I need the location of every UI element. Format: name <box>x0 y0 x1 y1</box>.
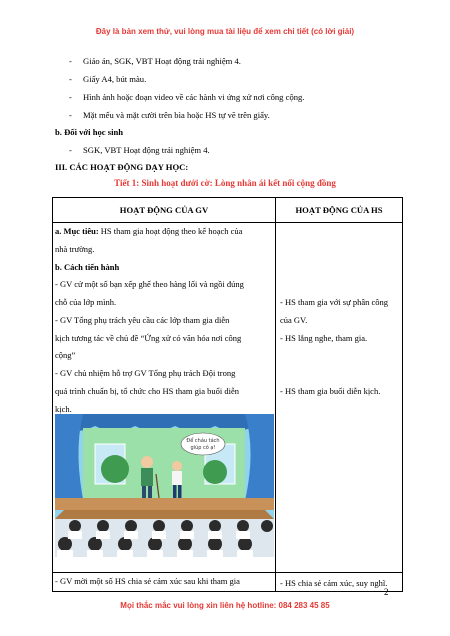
gv-line-3: - GV Tổng phụ trách yêu cầu các lớp tham gia diễn <box>55 315 230 325</box>
hs-line-2: của GV. <box>280 315 308 325</box>
method-label: b. Cách tiến hành <box>55 262 120 272</box>
section-heading: III. CÁC HOẠT ĐỘNG DẠY HỌC: <box>55 162 189 172</box>
gv-line-2: chỗ của lớp mình. <box>55 297 117 307</box>
teacher-material-1: Giáo án, SGK, VBT Hoạt động trải nghiệm 4. <box>83 56 241 66</box>
activity-table <box>52 197 403 592</box>
gv-line-7: quá trình chuẩn bị, tổ chức cho HS tham gia buổi diễn <box>55 386 240 396</box>
col-header-gv: HOẠT ĐỘNG CỦA GV <box>53 198 276 223</box>
hs-line-3: - HS lắng nghe, tham gia. <box>280 333 368 343</box>
student-material-1: SGK, VBT Hoạt động trải nghiệm 4. <box>83 145 210 155</box>
col-header-hs: HOẠT ĐỘNG CỦA HS <box>276 198 403 223</box>
teacher-material-2: Giấy A4, bút màu. <box>83 74 147 84</box>
gv-line-1: - GV cử một số bạn xếp ghế theo hàng lối và ngồi đúng <box>55 279 244 289</box>
footer-banner: Mọi thắc mắc vui lòng xin liên hệ hotline: 084 283 45 85 <box>120 601 330 610</box>
hs-line-1: - HS tham gia với sự phân công <box>280 297 389 307</box>
bullet-dash: - <box>69 56 72 66</box>
stage-illustration-svg <box>55 414 274 557</box>
header-banner: Đây là bản xem thử, vui lòng mua tài liệu để xem chi tiết (có lời giải) <box>95 27 355 36</box>
stage-illustration <box>55 414 274 557</box>
student-heading: b. Đối với học sinh <box>55 127 124 137</box>
bullet-dash: - <box>69 145 72 155</box>
lesson-title: Tiết 1: Sinh hoạt dưới cờ: Lòng nhân ái kết nối cộng đồng <box>114 178 336 188</box>
bullet-dash: - <box>69 92 72 102</box>
goal-text-cont: nhà trường. <box>55 244 95 254</box>
bullet-dash: - <box>69 110 72 120</box>
hs-line-4: - HS tham gia buổi diễn kịch. <box>280 386 381 396</box>
teacher-material-4: Mặt mếu và mặt cười trên bìa hoặc HS tự vẽ trên giấy. <box>83 110 270 120</box>
svg-text:Để cháu tách: Để cháu tách <box>186 438 220 444</box>
gv-line-5: cộng” <box>55 350 76 360</box>
bullet-dash: - <box>69 74 72 84</box>
gv-line-6: - GV chủ nhiệm hỗ trợ GV Tổng phụ trách Đội trong <box>55 368 236 378</box>
teacher-material-3: Hình ảnh hoặc đoạn video về các hành vi ứng xử nơi công cộng. <box>83 92 305 102</box>
gv-last-line: - GV mời một số HS chia sẻ cảm xúc sau khi tham gia <box>55 576 240 586</box>
page-number: 2 <box>384 587 389 597</box>
goal-text: HS tham gia hoạt động theo kế hoạch của <box>98 226 243 236</box>
svg-text:giúp cô ạ!: giúp cô ạ! <box>190 445 216 451</box>
gv-line-4: kịch tương tác về chủ đề “Ứng xử có văn hóa nơi công <box>55 333 242 343</box>
goal-label: a. Mục tiêu: <box>55 226 99 236</box>
gv-line-8: kịch. <box>55 404 72 414</box>
hs-line-5: - HS chia sẻ cảm xúc, suy nghĩ. <box>280 578 388 588</box>
